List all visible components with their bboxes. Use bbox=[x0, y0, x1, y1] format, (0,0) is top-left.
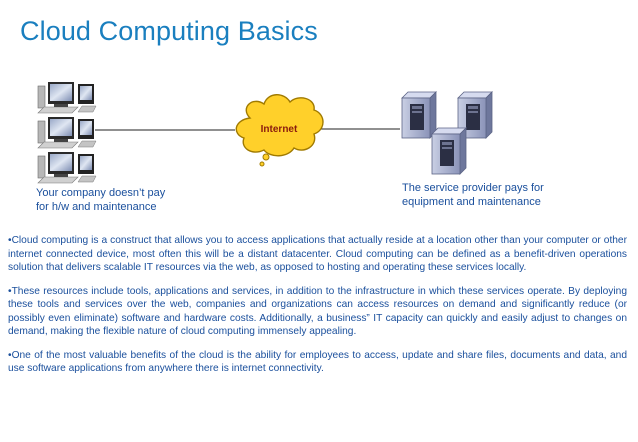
bullet-item: •Cloud computing is a construct that allows you to access applications that actually reside at a location other than your computer or other internet connected device, most often this will be a distant datacenter. Cloud computing can be defined as a benefit-driven operations solution that delivers scalable IT resources via the web, as opposed to hosting and operating these services locally. bbox=[8, 235, 627, 273]
bullet-item: •One of the most valuable benefits of the cloud is the ability for employees to access, update and share files, documents and data, and use software applications from anywhere there is internet connectivity. bbox=[8, 349, 627, 374]
cloud-label: Internet bbox=[260, 124, 298, 135]
right-caption: The service provider pays for equipment and maintenance bbox=[402, 182, 544, 208]
bullet-list bbox=[8, 234, 627, 386]
left-caption: Your company doesn’t pay for h/w and maintenance bbox=[36, 187, 166, 213]
cloud-icon bbox=[236, 95, 323, 166]
workstation-icon bbox=[38, 82, 96, 113]
workstation-icon bbox=[38, 152, 96, 183]
bullet-item: •These resources include tools, applications and services, in addition to the infrastructure in which these services operate. By deploying these tools and services over the web, companies and organizations can access resources on demand and significantly reduce (or possibly even eliminate) software and hardware costs. Additionally, a business” IT capacity can quickly and easily adjust to changes on demand, making the flexible nature of cloud computing immensely appealing. bbox=[8, 285, 627, 337]
server-icon bbox=[432, 128, 466, 174]
slide-title: Cloud Computing Basics bbox=[20, 16, 318, 46]
server-icon bbox=[402, 92, 436, 138]
workstation-icon bbox=[38, 117, 96, 148]
